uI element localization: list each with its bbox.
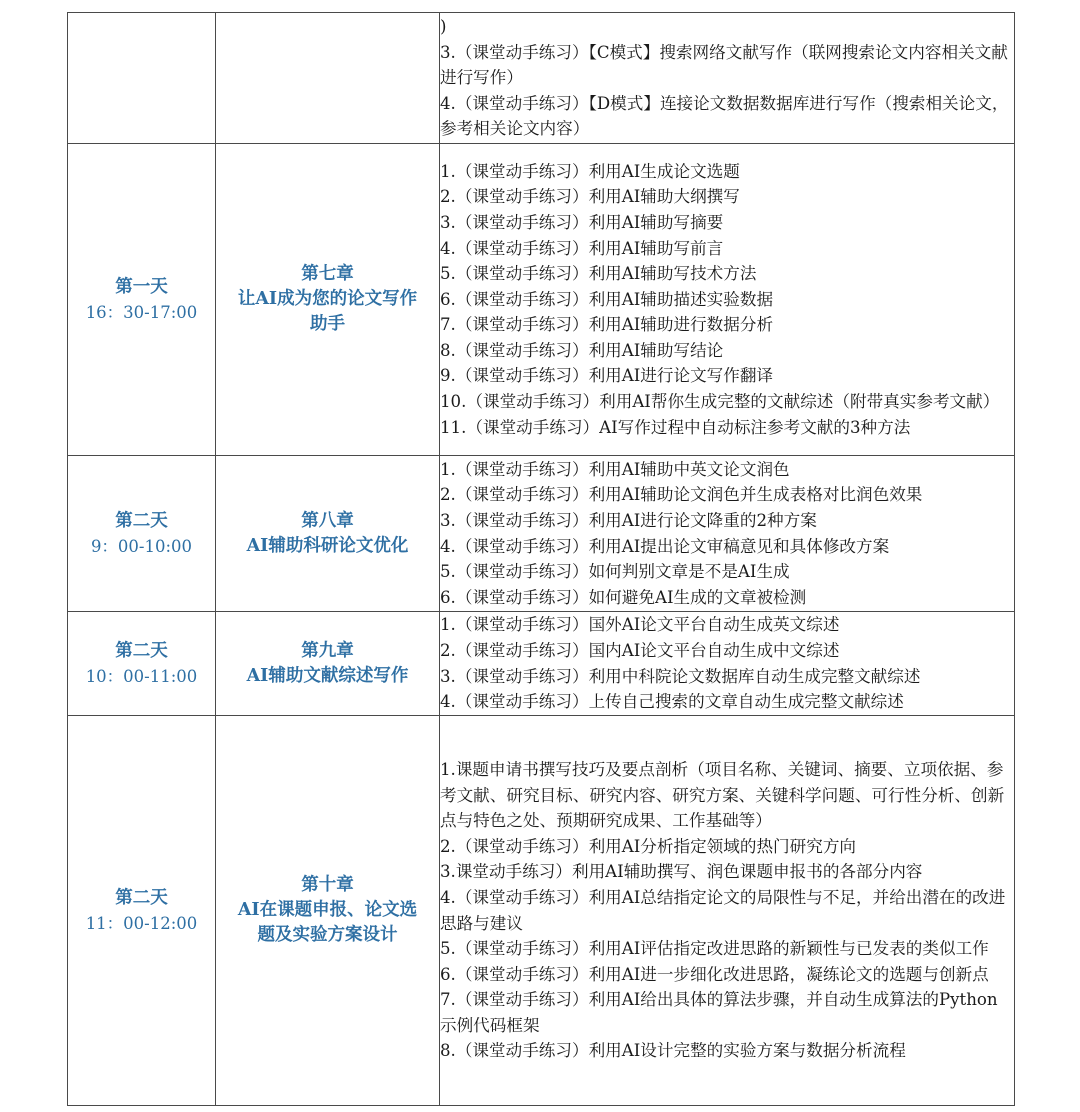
schedule-row-continuation (68, 13, 1015, 144)
content-item: 4.（课堂动手练习）上传自己搜索的文章自动生成完整文献综述 (440, 692, 904, 712)
content-item: 7.（课堂动手练习）利用AI给出具体的算法步骤，并自动生成算法的Python示例代码框架 (440, 990, 998, 1035)
time-cell (68, 612, 216, 716)
content-item: ) (440, 17, 447, 37)
content-cell (440, 716, 1015, 1106)
chapter-number: 第九章 (301, 640, 354, 661)
content-item: 7.（课堂动手练习）利用AI辅助进行数据分析 (440, 315, 774, 335)
chapter-cell (216, 13, 440, 144)
content-item: 6.（课堂动手练习）如何避免AI生成的文章被检测 (440, 587, 807, 607)
chapter-number: 第七章 (301, 264, 354, 284)
content-item: 8.（课堂动手练习）利用AI设计完整的实验方案与数据分析流程 (440, 1041, 906, 1061)
content-item: 4.（课堂动手练习）【D模式】连接论文数据数据库进行写作（搜索相关论文，参考相关论文内容） (440, 93, 1009, 139)
chapter-cell (216, 612, 440, 716)
schedule-row-chapter-7 (68, 144, 1015, 456)
content-item: 2.（课堂动手练习）利用AI辅助大纲撰写 (440, 187, 740, 207)
chapter-title: AI辅助科研论文优化 (246, 535, 409, 556)
schedule-row-chapter-8 (68, 456, 1015, 612)
content-cell (440, 612, 1015, 716)
content-item: 4.（课堂动手练习）利用AI提出论文审稿意见和具体修改方案 (440, 536, 890, 556)
time-cell (68, 456, 216, 612)
time-cell (68, 13, 216, 144)
content-item: 1.课题申请书撰写技巧及要点剖析（项目名称、关键词、摘要、立项依据、参考文献、研究目标、研究内容、研究方案、关键科学问题、可行性分析、创新点与特色之处、预期研究成果、工作基础等） (440, 759, 1005, 831)
content-item: 9.（课堂动手练习）利用AI进行论文写作翻译 (440, 366, 774, 386)
time-label: 11：00-12:00 (85, 913, 198, 933)
time-cell (68, 716, 216, 1106)
content-item: 1.（课堂动手练习）利用AI辅助中英文论文润色 (440, 459, 790, 479)
time-label: 16：30-17:00 (85, 302, 198, 322)
time-label: 10：00-11:00 (85, 666, 198, 686)
content-item: 3.课堂动手练习）利用AI辅助撰写、润色课题申报书的各部分内容 (440, 862, 923, 882)
time-label: 9：00-10:00 (90, 536, 193, 556)
content-item: 10.（课堂动手练习）利用AI帮你生成完整的文献综述（附带真实参考文献） (440, 392, 1000, 412)
content-item: 3.（课堂动手练习）利用AI辅助写摘要 (440, 212, 724, 232)
content-item: 5.（课堂动手练习）如何判别文章是不是AI生成 (440, 562, 790, 582)
content-item: 6.（课堂动手练习）利用AI辅助描述实验数据 (440, 289, 774, 309)
schedule-row-chapter-9 (68, 612, 1015, 716)
chapter-title: 让AI成为您的论文写作助手 (237, 289, 418, 334)
content-item: 1.（课堂动手练习）利用AI生成论文选题 (440, 161, 740, 181)
content-cell (440, 144, 1015, 456)
chapter-cell (216, 716, 440, 1106)
chapter-title: AI辅助文献综述写作 (246, 665, 409, 686)
chapter-number: 第八章 (301, 510, 354, 531)
content-item: 3.（课堂动手练习）利用AI进行论文降重的2种方案 (440, 510, 817, 530)
content-item: 3.（课堂动手练习）利用中科院论文数据库自动生成完整文献综述 (440, 666, 921, 686)
content-cell (440, 13, 1015, 144)
day-label: 第二天 (115, 510, 168, 531)
content-item: 2.（课堂动手练习）利用AI辅助论文润色并生成表格对比润色效果 (440, 485, 923, 505)
chapter-cell (216, 144, 440, 456)
content-item: 8.（课堂动手练习）利用AI辅助写结论 (440, 340, 724, 360)
content-item: 6.（课堂动手练习）利用AI进一步细化改进思路，凝练论文的选题与创新点 (440, 964, 989, 984)
day-label: 第二天 (115, 640, 168, 661)
content-item: 2.（课堂动手练习）利用AI分析指定领域的热门研究方向 (440, 836, 857, 856)
content-cell (440, 456, 1015, 612)
content-item: 3.（课堂动手练习）【C模式】搜索网络文献写作（联网搜索论文内容相关文献进行写作） (440, 42, 1008, 88)
chapter-cell (216, 456, 440, 612)
course-schedule-table (67, 12, 1015, 1106)
content-item: 5.（课堂动手练习）利用AI评估指定改进思路的新颖性与已发表的类似工作 (440, 939, 989, 959)
content-item: 11.（课堂动手练习）AI写作过程中自动标注参考文献的3种方法 (440, 417, 911, 437)
time-cell (68, 144, 216, 456)
day-label: 第二天 (115, 887, 168, 908)
content-item: 2.（课堂动手练习）国内AI论文平台自动生成中文综述 (440, 640, 840, 660)
chapter-title: AI在课题申报、论文选题及实验方案设计 (237, 900, 418, 945)
chapter-number: 第十章 (301, 875, 354, 895)
schedule-row-chapter-10 (68, 716, 1015, 1106)
day-label: 第一天 (115, 276, 168, 297)
content-item: 1.（课堂动手练习）国外AI论文平台自动生成英文综述 (440, 615, 840, 635)
content-item: 4.（课堂动手练习）利用AI总结指定论文的局限性与不足，并给出潜在的改进思路与建议 (440, 887, 1006, 933)
content-item: 4.（课堂动手练习）利用AI辅助写前言 (440, 238, 724, 258)
content-item: 5.（课堂动手练习）利用AI辅助写技术方法 (440, 264, 757, 284)
